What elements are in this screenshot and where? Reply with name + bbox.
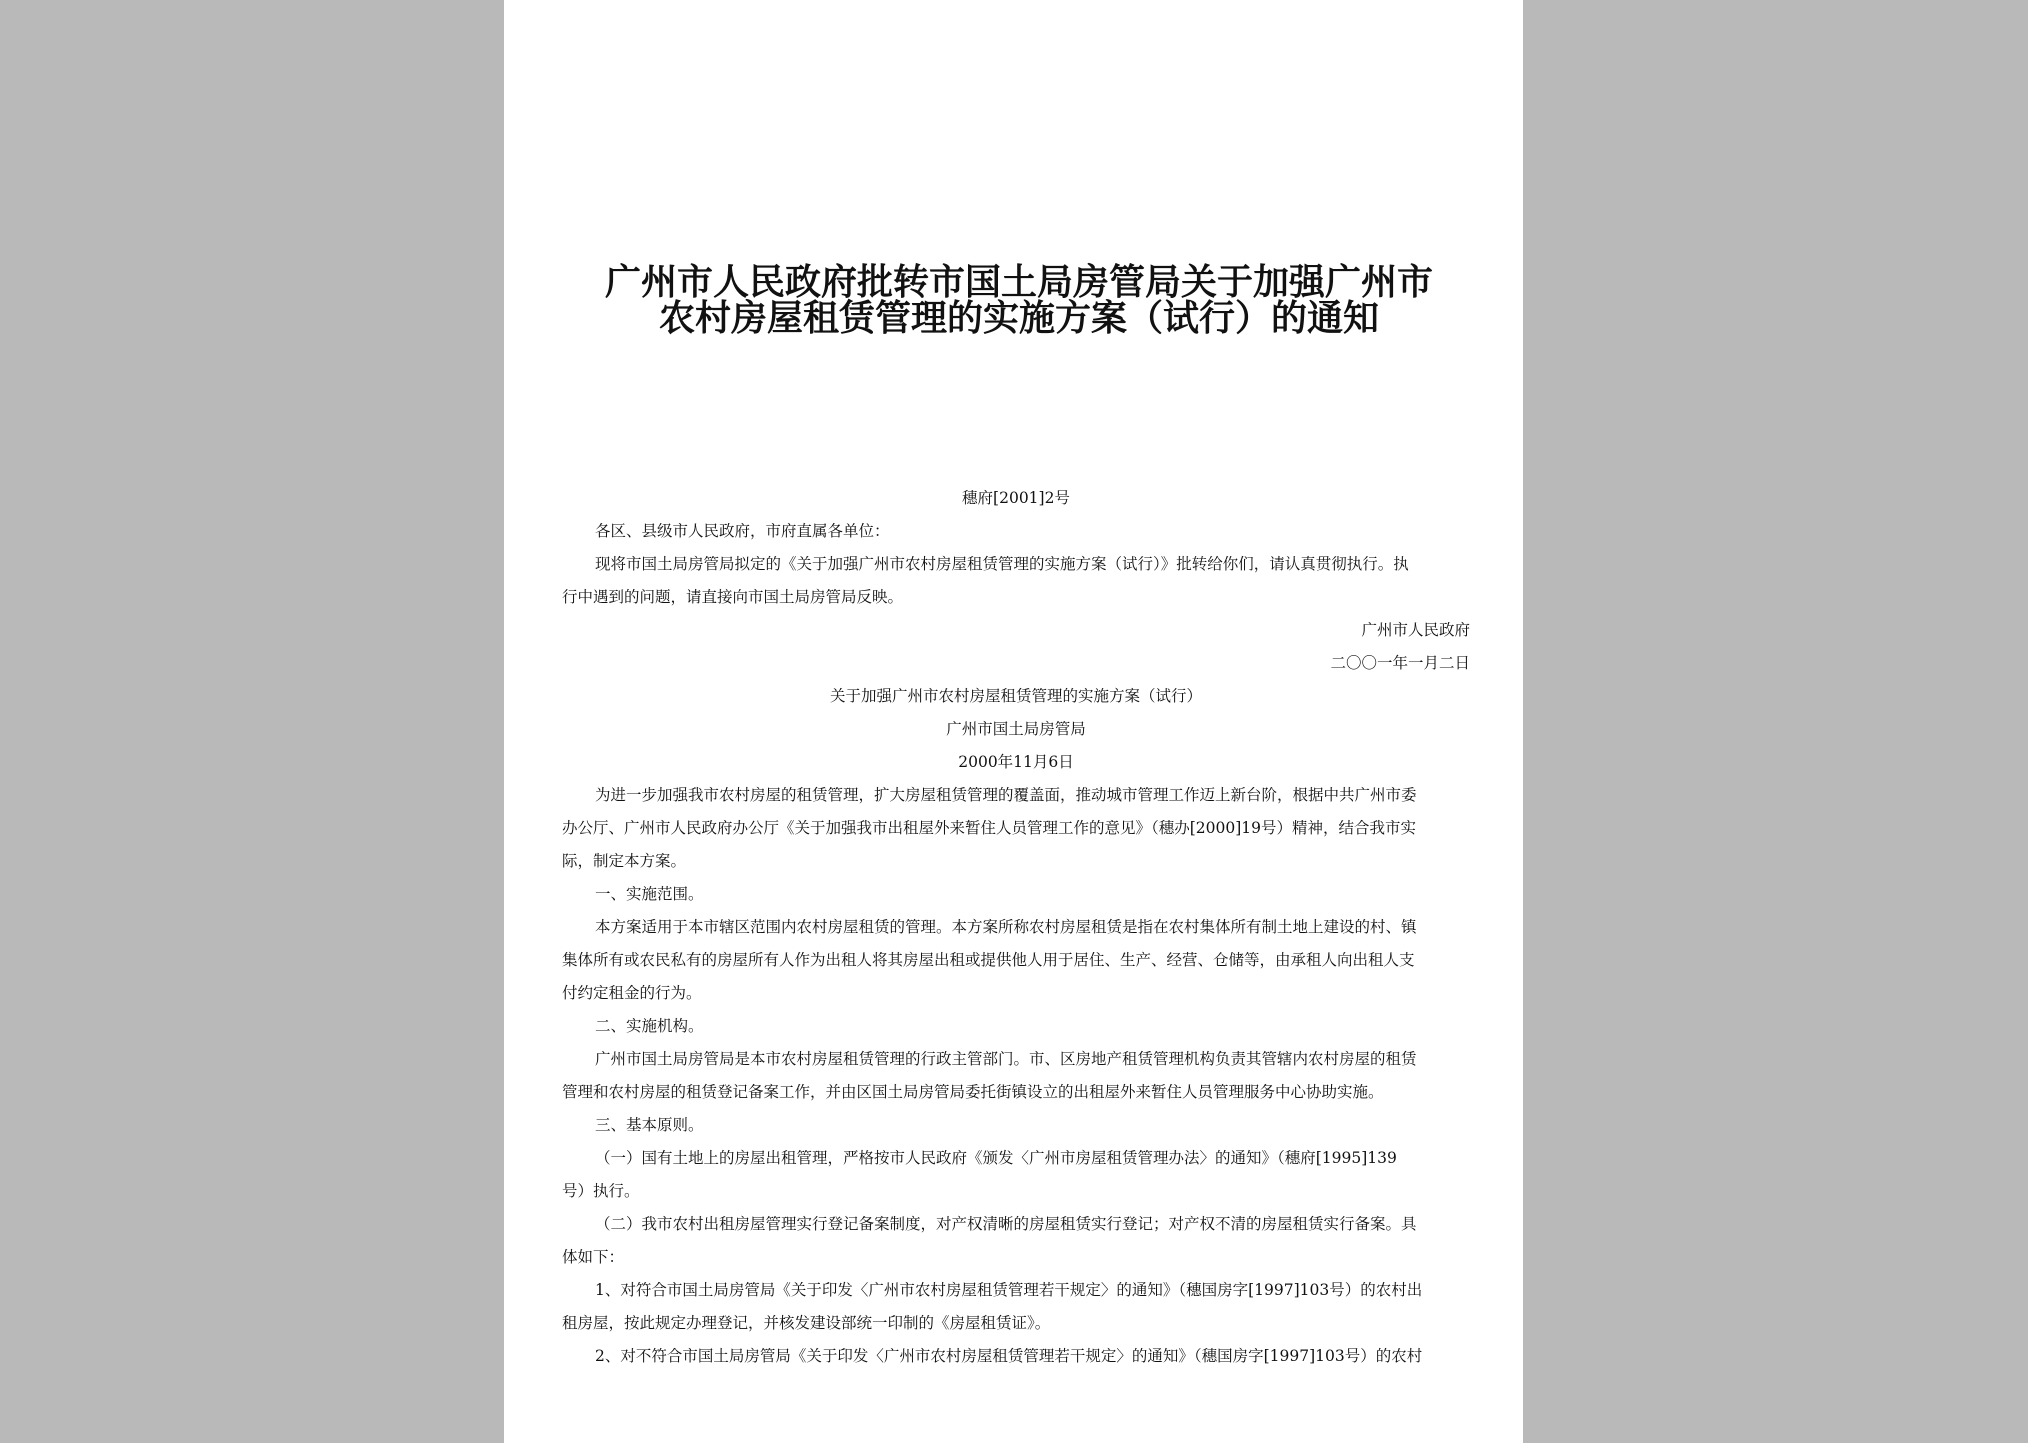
paragraph-line: 号）执行。 — [562, 1182, 640, 1200]
paragraph-line: （二）我市农村出租房屋管理实行登记备案制度，对产权清晰的房屋租赁实行登记；对产权不清的房屋租赁实行备案。具 — [595, 1215, 1417, 1233]
paragraph-line: 际，制定本方案。 — [562, 852, 687, 870]
document-number: 穗府[2001]2号 — [962, 489, 1070, 507]
paragraph-line: 本方案适用于本市辖区范围内农村房屋租赁的管理。本方案所称农村房屋租赁是指在农村集体所有制土地上建设的村、镇 — [595, 918, 1417, 936]
list-item-line: 1、对符合市国土局房管局《关于印发〈广州市农村房屋租赁管理若干规定〉的通知》（穗国房字[1997]103号）的农村出 — [595, 1281, 1423, 1299]
document-title-line2: 农村房屋租赁管理的实施方案（试行）的通知 — [658, 297, 1379, 339]
plan-date: 2000年11月6日 — [958, 753, 1074, 771]
plan-title: 关于加强广州市农村房屋租赁管理的实施方案（试行） — [829, 687, 1202, 705]
paragraph-line: 为进一步加强我市农村房屋的租赁管理，扩大房屋租赁管理的覆盖面，推动城市管理工作迈上新台阶，根据中共广州市委 — [595, 786, 1417, 804]
list-item-line: 租房屋，按此规定办理登记，并核发建设部统一印制的《房屋租赁证》。 — [562, 1314, 1051, 1332]
list-item-line: 2、对不符合市国土局房管局《关于印发〈广州市农村房屋租赁管理若干规定〉的通知》（穗国房字[1997]103号）的农村 — [595, 1347, 1423, 1365]
paragraph-line: （一）国有土地上的房屋出租管理，严格按市人民政府《颁发〈广州市房屋租赁管理办法〉的通知》（穗府[1995]139 — [595, 1149, 1397, 1167]
paragraph-line: 广州市国土局房管局是本市农村房屋租赁管理的行政主管部门。市、区房地产租赁管理机构负责其管辖内农村房屋的租赁 — [595, 1050, 1417, 1068]
section-heading: 一、实施范围。 — [595, 885, 704, 903]
document-title-line1: 广州市人民政府批转市国土局房管局关于加强广州市 — [604, 261, 1433, 303]
plan-issuer: 广州市国土局房管局 — [946, 720, 1086, 738]
paragraph-line: 付约定租金的行为。 — [562, 984, 702, 1002]
section-heading: 二、实施机构。 — [595, 1017, 704, 1035]
paragraph-line: 体如下： — [562, 1248, 625, 1266]
intro-line: 行中遇到的问题，请直接向市国土局房管局反映。 — [562, 588, 904, 606]
signer: 广州市人民政府 — [1361, 621, 1470, 639]
document-page — [504, 0, 1523, 1443]
section-heading: 三、基本原则。 — [595, 1116, 704, 1134]
paragraph-line: 管理和农村房屋的租赁登记备案工作，并由区国土局房管局委托街镇设立的出租屋外来暂住人员管理服务中心协助实施。 — [562, 1083, 1384, 1101]
intro-line: 现将市国土局房管局拟定的《关于加强广州市农村房屋租赁管理的实施方案（试行）》批转给你们，请认真贯彻执行。执 — [595, 555, 1409, 573]
paragraph-line: 集体所有或农民私有的房屋所有人作为出租人将其房屋出租或提供他人用于居住、生产、经营、仓储等，由承租人向出租人支 — [562, 951, 1415, 969]
paragraph-line: 办公厅、广州市人民政府办公厅《关于加强我市出租屋外来暂住人员管理工作的意见》（穗办[2000]19号）精神，结合我市实 — [562, 819, 1417, 837]
sign-date: 二〇〇一年一月二日 — [1330, 654, 1470, 672]
addressee: 各区、县级市人民政府，市府直属各单位： — [595, 522, 890, 540]
